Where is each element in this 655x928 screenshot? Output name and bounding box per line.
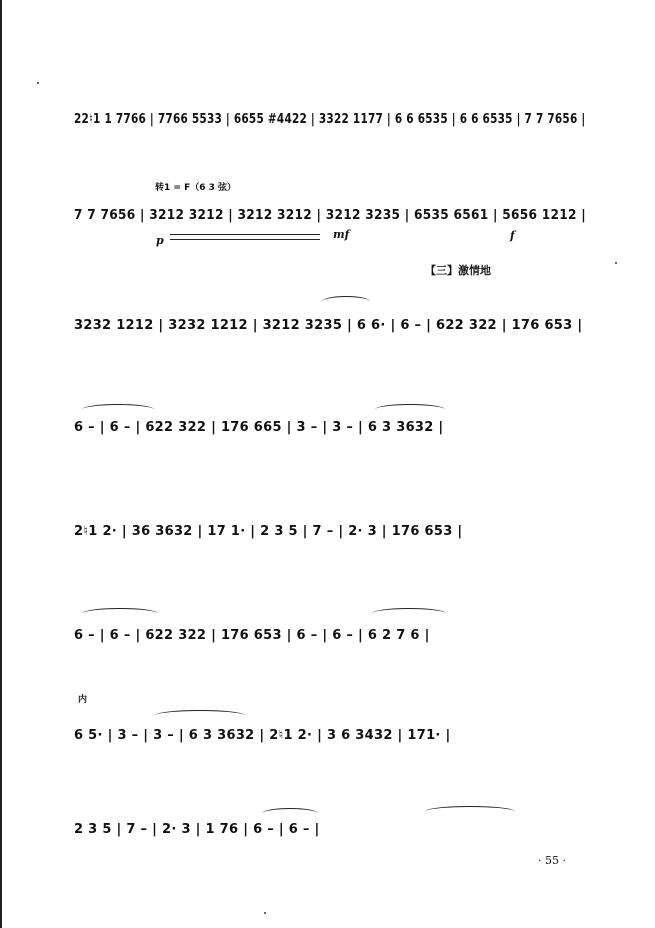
slur xyxy=(262,808,318,819)
staff-line-7 xyxy=(74,706,586,766)
jianpu-notes: 22♮1 1 7766 | 7766 5533 | 6655 #4422 | 3322 1177 | 6 6 6535 | 6 6 6535 | 7 7 7656 | xyxy=(74,112,586,127)
slur xyxy=(82,404,154,415)
jianpu-notes: 2 3 5 | 7 – | 2· 3 | 1 76 | 6 – | 6 – | xyxy=(74,822,320,837)
crescendo-hairpin xyxy=(170,239,320,240)
slur xyxy=(425,806,515,817)
jianpu-notes: 6 5· | 3 – | 3 – | 6 3 3632 | 2♮1 2· | 3 6 3432 | 171· | xyxy=(74,728,451,743)
dynamic-f: f xyxy=(510,229,515,242)
jianpu-notes: 2♮1 2· | 36 3632 | 17 1· | 2 3 5 | 7 – | 2· 3 | 176 653 | xyxy=(74,524,463,539)
string-mark-inner: 内 xyxy=(78,695,88,705)
scan-speck xyxy=(615,262,617,264)
crescendo-hairpin xyxy=(170,234,320,235)
jianpu-notes: 6 – | 6 – | 622 322 | 176 653 | 6 – | 6 – | 6 2 7 6 | xyxy=(74,628,430,643)
jianpu-notes: 3232 1212 | 3232 1212 | 3212 3235 | 6 6· | 6 – | 622 322 | 176 653 | xyxy=(74,318,583,333)
slur xyxy=(155,710,245,721)
staff-line-5 xyxy=(74,502,586,562)
page-binding-edge xyxy=(0,0,2,928)
jianpu-notes: 7 7 7656 | 3212 3212 | 3212 3212 | 3212 3235 | 6535 6561 | 5656 1212 | xyxy=(74,208,587,223)
dynamic-p: p xyxy=(156,234,164,247)
scan-speck xyxy=(264,912,266,914)
slur xyxy=(375,404,445,415)
jianpu-notes: 6 – | 6 – | 622 322 | 176 665 | 3 – | 3 – | 6 3 3632 | xyxy=(74,420,444,435)
scan-speck xyxy=(37,82,39,84)
dynamic-mf: mf xyxy=(333,228,350,241)
staff-line-1 xyxy=(74,90,586,150)
section-marker: 【三】激情地 xyxy=(425,264,491,277)
slur xyxy=(322,296,370,307)
key-change-marking: 转1 = F（6 3 弦） xyxy=(155,183,237,193)
slur xyxy=(372,608,446,619)
page-number: · 55 · xyxy=(538,854,566,867)
slur xyxy=(82,608,158,619)
